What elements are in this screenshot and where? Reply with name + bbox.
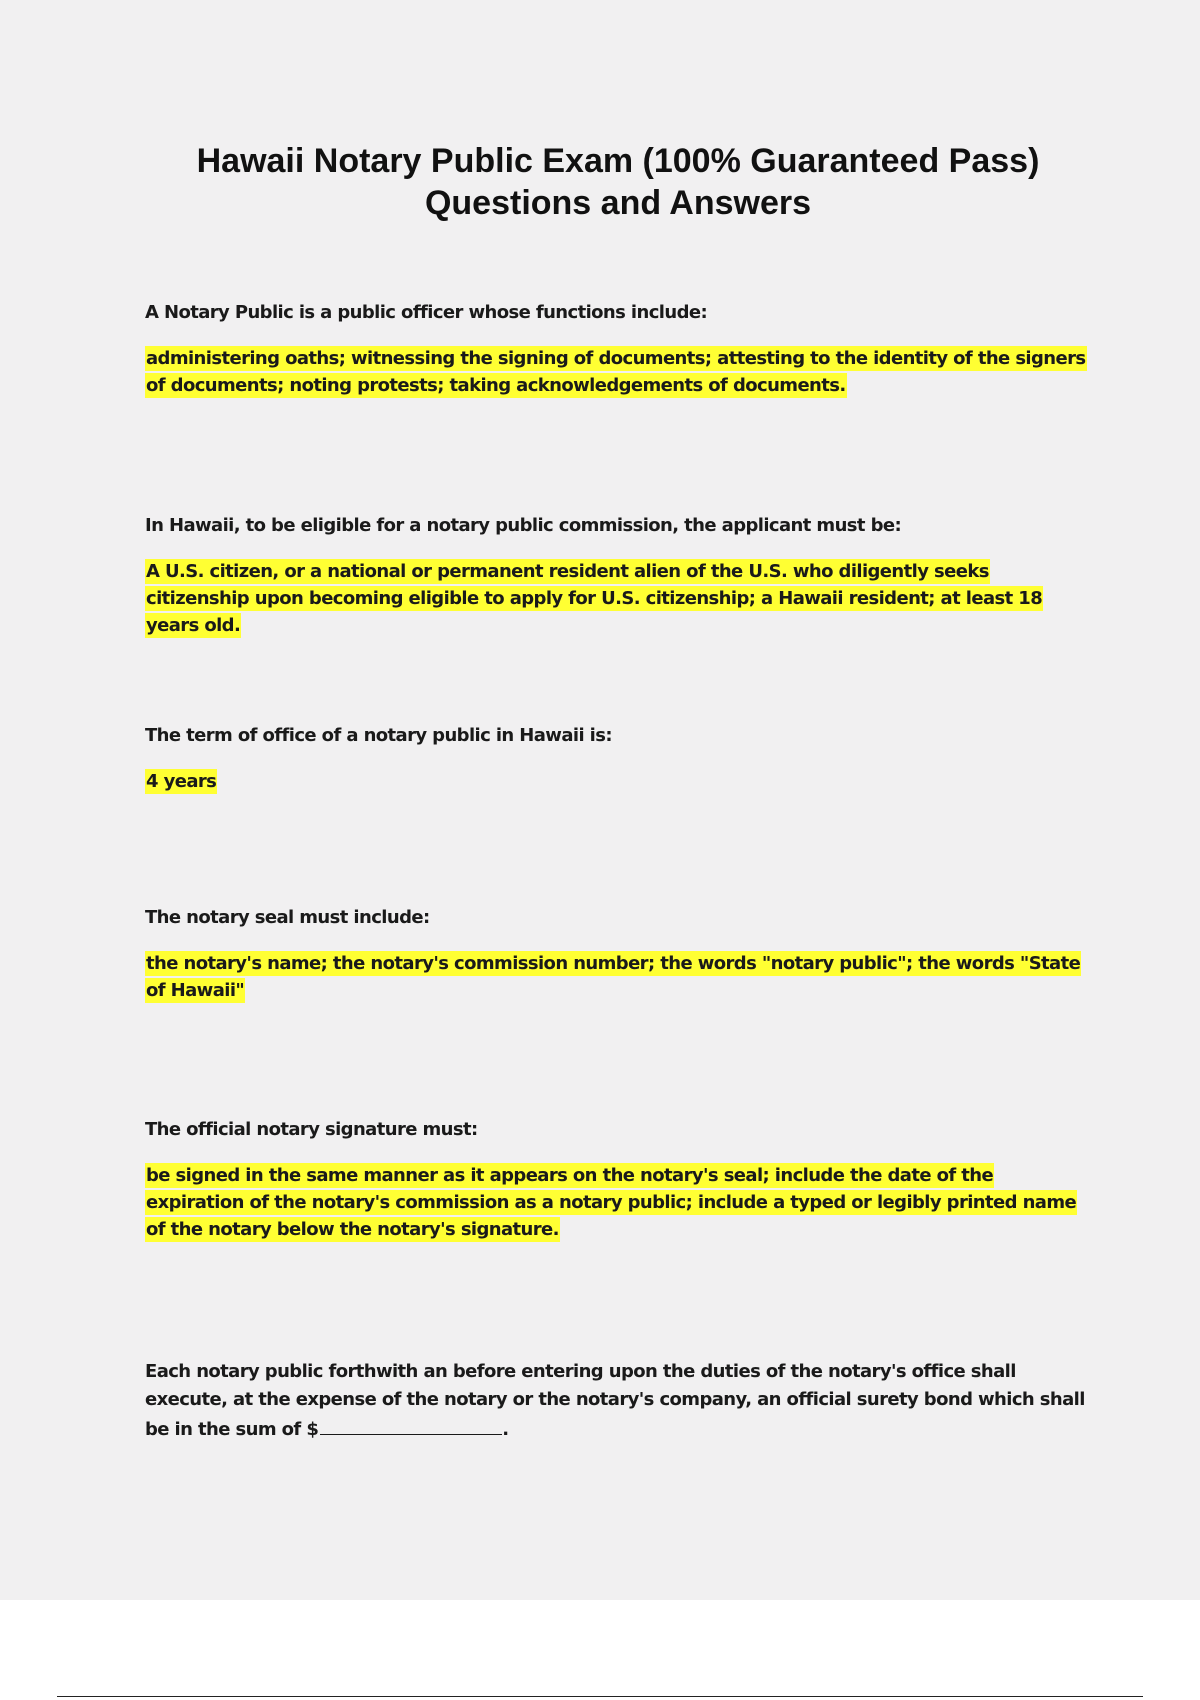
- answer-1: [145, 345, 1095, 399]
- answer-3-highlight: 4 years: [146, 771, 217, 792]
- qa-item-3: [145, 722, 1095, 795]
- answer-2: [145, 558, 1095, 639]
- page-footer-rule: [57, 1696, 1143, 1697]
- question-2: In Hawaii, to be eligible for a notary public commission, the applicant must be:: [145, 515, 902, 536]
- answer-5: [145, 1162, 1095, 1243]
- answer-2-highlight: A U.S. citizen, or a national or permanent resident alien of the U.S. who diligently seeks citizenship upon becoming eligible to apply for U.S. citizenship; a Hawaii resident; at least 18 years old.: [146, 561, 1043, 636]
- document-title-line-2: Questions and Answers: [424, 184, 812, 222]
- document-title: [0, 140, 1200, 224]
- answer-3: [145, 768, 1095, 795]
- question-1: A Notary Public is a public officer whose functions include:: [145, 302, 708, 323]
- answer-5-highlight: be signed in the same manner as it appears on the notary's seal; include the date of the expiration of the notary's commission as a notary public; include a typed or legibly printed name of the notary below the notary's signature.: [146, 1165, 1077, 1240]
- question-4: The notary seal must include:: [145, 907, 430, 928]
- answer-4-highlight: the notary's name; the notary's commission number; the words "notary public"; the words "State of Hawaii": [146, 953, 1081, 1001]
- question-6: [145, 1358, 1095, 1444]
- question-6-end: .: [502, 1419, 509, 1440]
- qa-item-1: [145, 299, 1095, 399]
- question-5: The official notary signature must:: [145, 1119, 478, 1140]
- question-6-text: Each notary public forthwith an before entering upon the duties of the notary's office shall execute, at the expense of the notary or the notary's company, an official surety bond which shall be in the sum of $: [145, 1361, 1085, 1440]
- qa-item-5: [145, 1116, 1095, 1243]
- answer-4: [145, 950, 1095, 1004]
- document-title-line-1: Hawaii Notary Public Exam (100% Guaranteed Pass): [196, 142, 1040, 180]
- answer-blank-line: [320, 1414, 502, 1435]
- qa-item-6: [145, 1358, 1095, 1444]
- answer-1-highlight: administering oaths; witnessing the signing of documents; attesting to the identity of the signers of documents; noting protests; taking acknowledgements of documents.: [146, 348, 1086, 396]
- qa-item-2: [145, 512, 1095, 639]
- question-3: The term of office of a notary public in Hawaii is:: [145, 725, 612, 746]
- qa-item-4: [145, 904, 1095, 1004]
